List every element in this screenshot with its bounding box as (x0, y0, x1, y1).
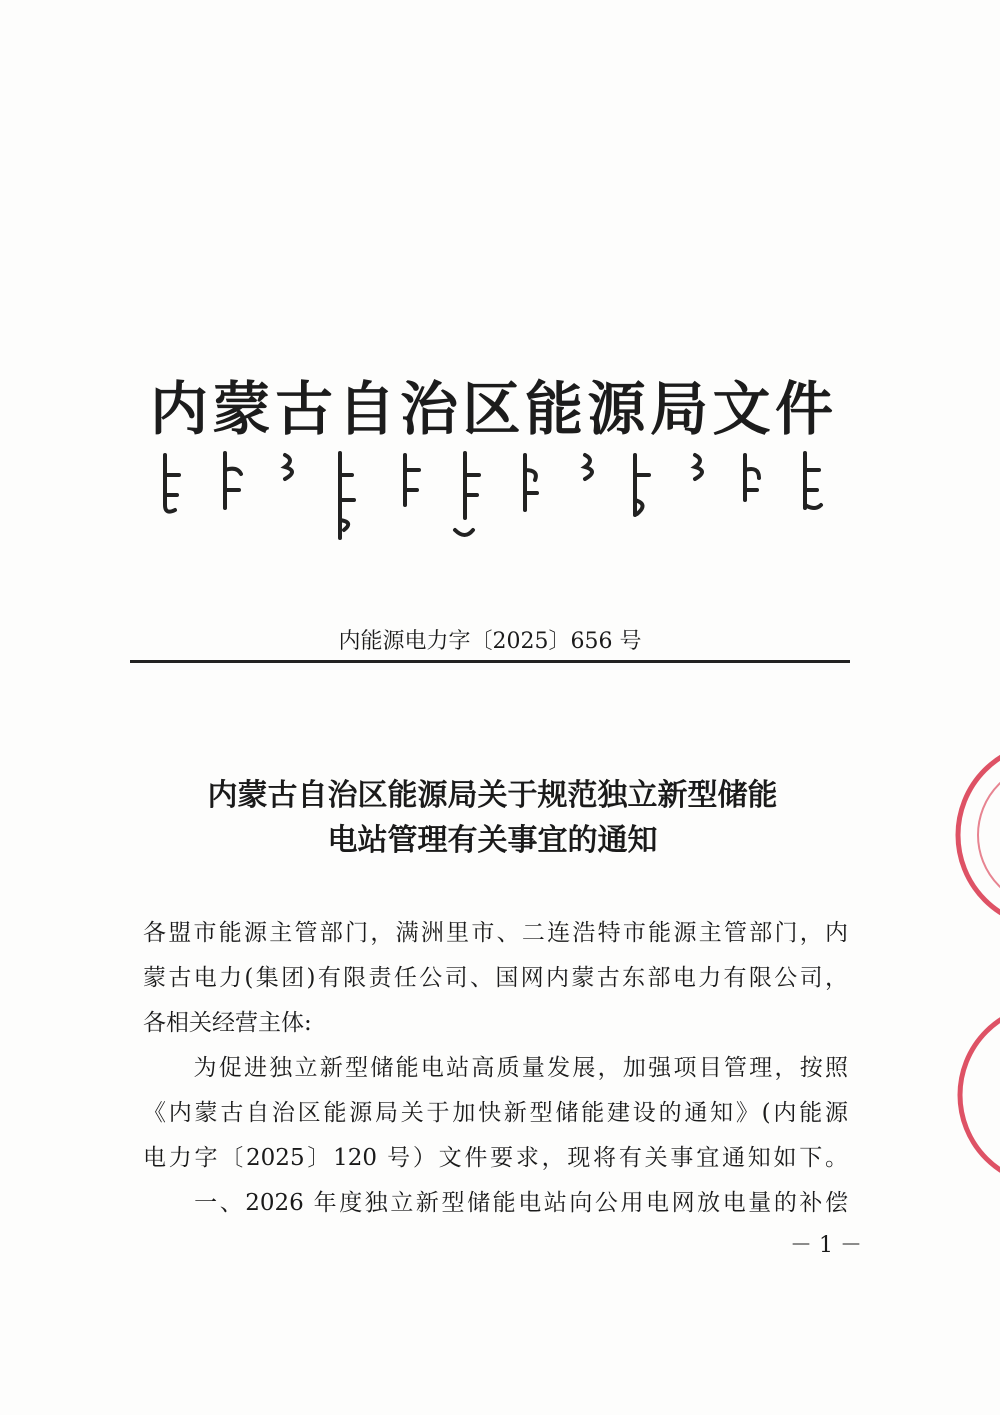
red-seal-stamp-top (950, 735, 1000, 935)
body-line: 电力字〔2025〕120 号）文件要求，现将有关事宜通知如下。 (143, 1145, 848, 1171)
document-number: 内能源电力字〔2025〕656 号 (338, 629, 642, 654)
body-line: 一、2026 年度独立新型储能电站向公用电网放电量的补偿 (143, 1190, 848, 1216)
body-line: 蒙古电力(集团)有限责任公司、国网内蒙古东部电力有限公司， (143, 965, 848, 991)
body-line: 《内蒙古自治区能源局关于加快新型储能建设的通知》(内能源 (143, 1100, 848, 1126)
body-line: 各相关经营主体: (143, 1010, 312, 1036)
issuer-heading: 内蒙古自治区能源局文件 (150, 375, 835, 443)
body-line: 为促进独立新型储能电站高质量发展，加强项目管理，按照 (143, 1055, 848, 1081)
red-seal-stamp-bottom (950, 995, 1000, 1175)
page-number: － 1 － (790, 1233, 862, 1258)
notice-title-line-2: 电站管理有关事宜的通知 (327, 823, 658, 858)
body-line: 各盟市能源主管部门，满洲里市、二连浩特市能源主管部门，内 (143, 920, 848, 946)
notice-title-line-1: 内蒙古自治区能源局关于规范独立新型储能 (207, 778, 778, 813)
mongolian-script-heading (155, 445, 835, 545)
header-divider (130, 660, 850, 663)
